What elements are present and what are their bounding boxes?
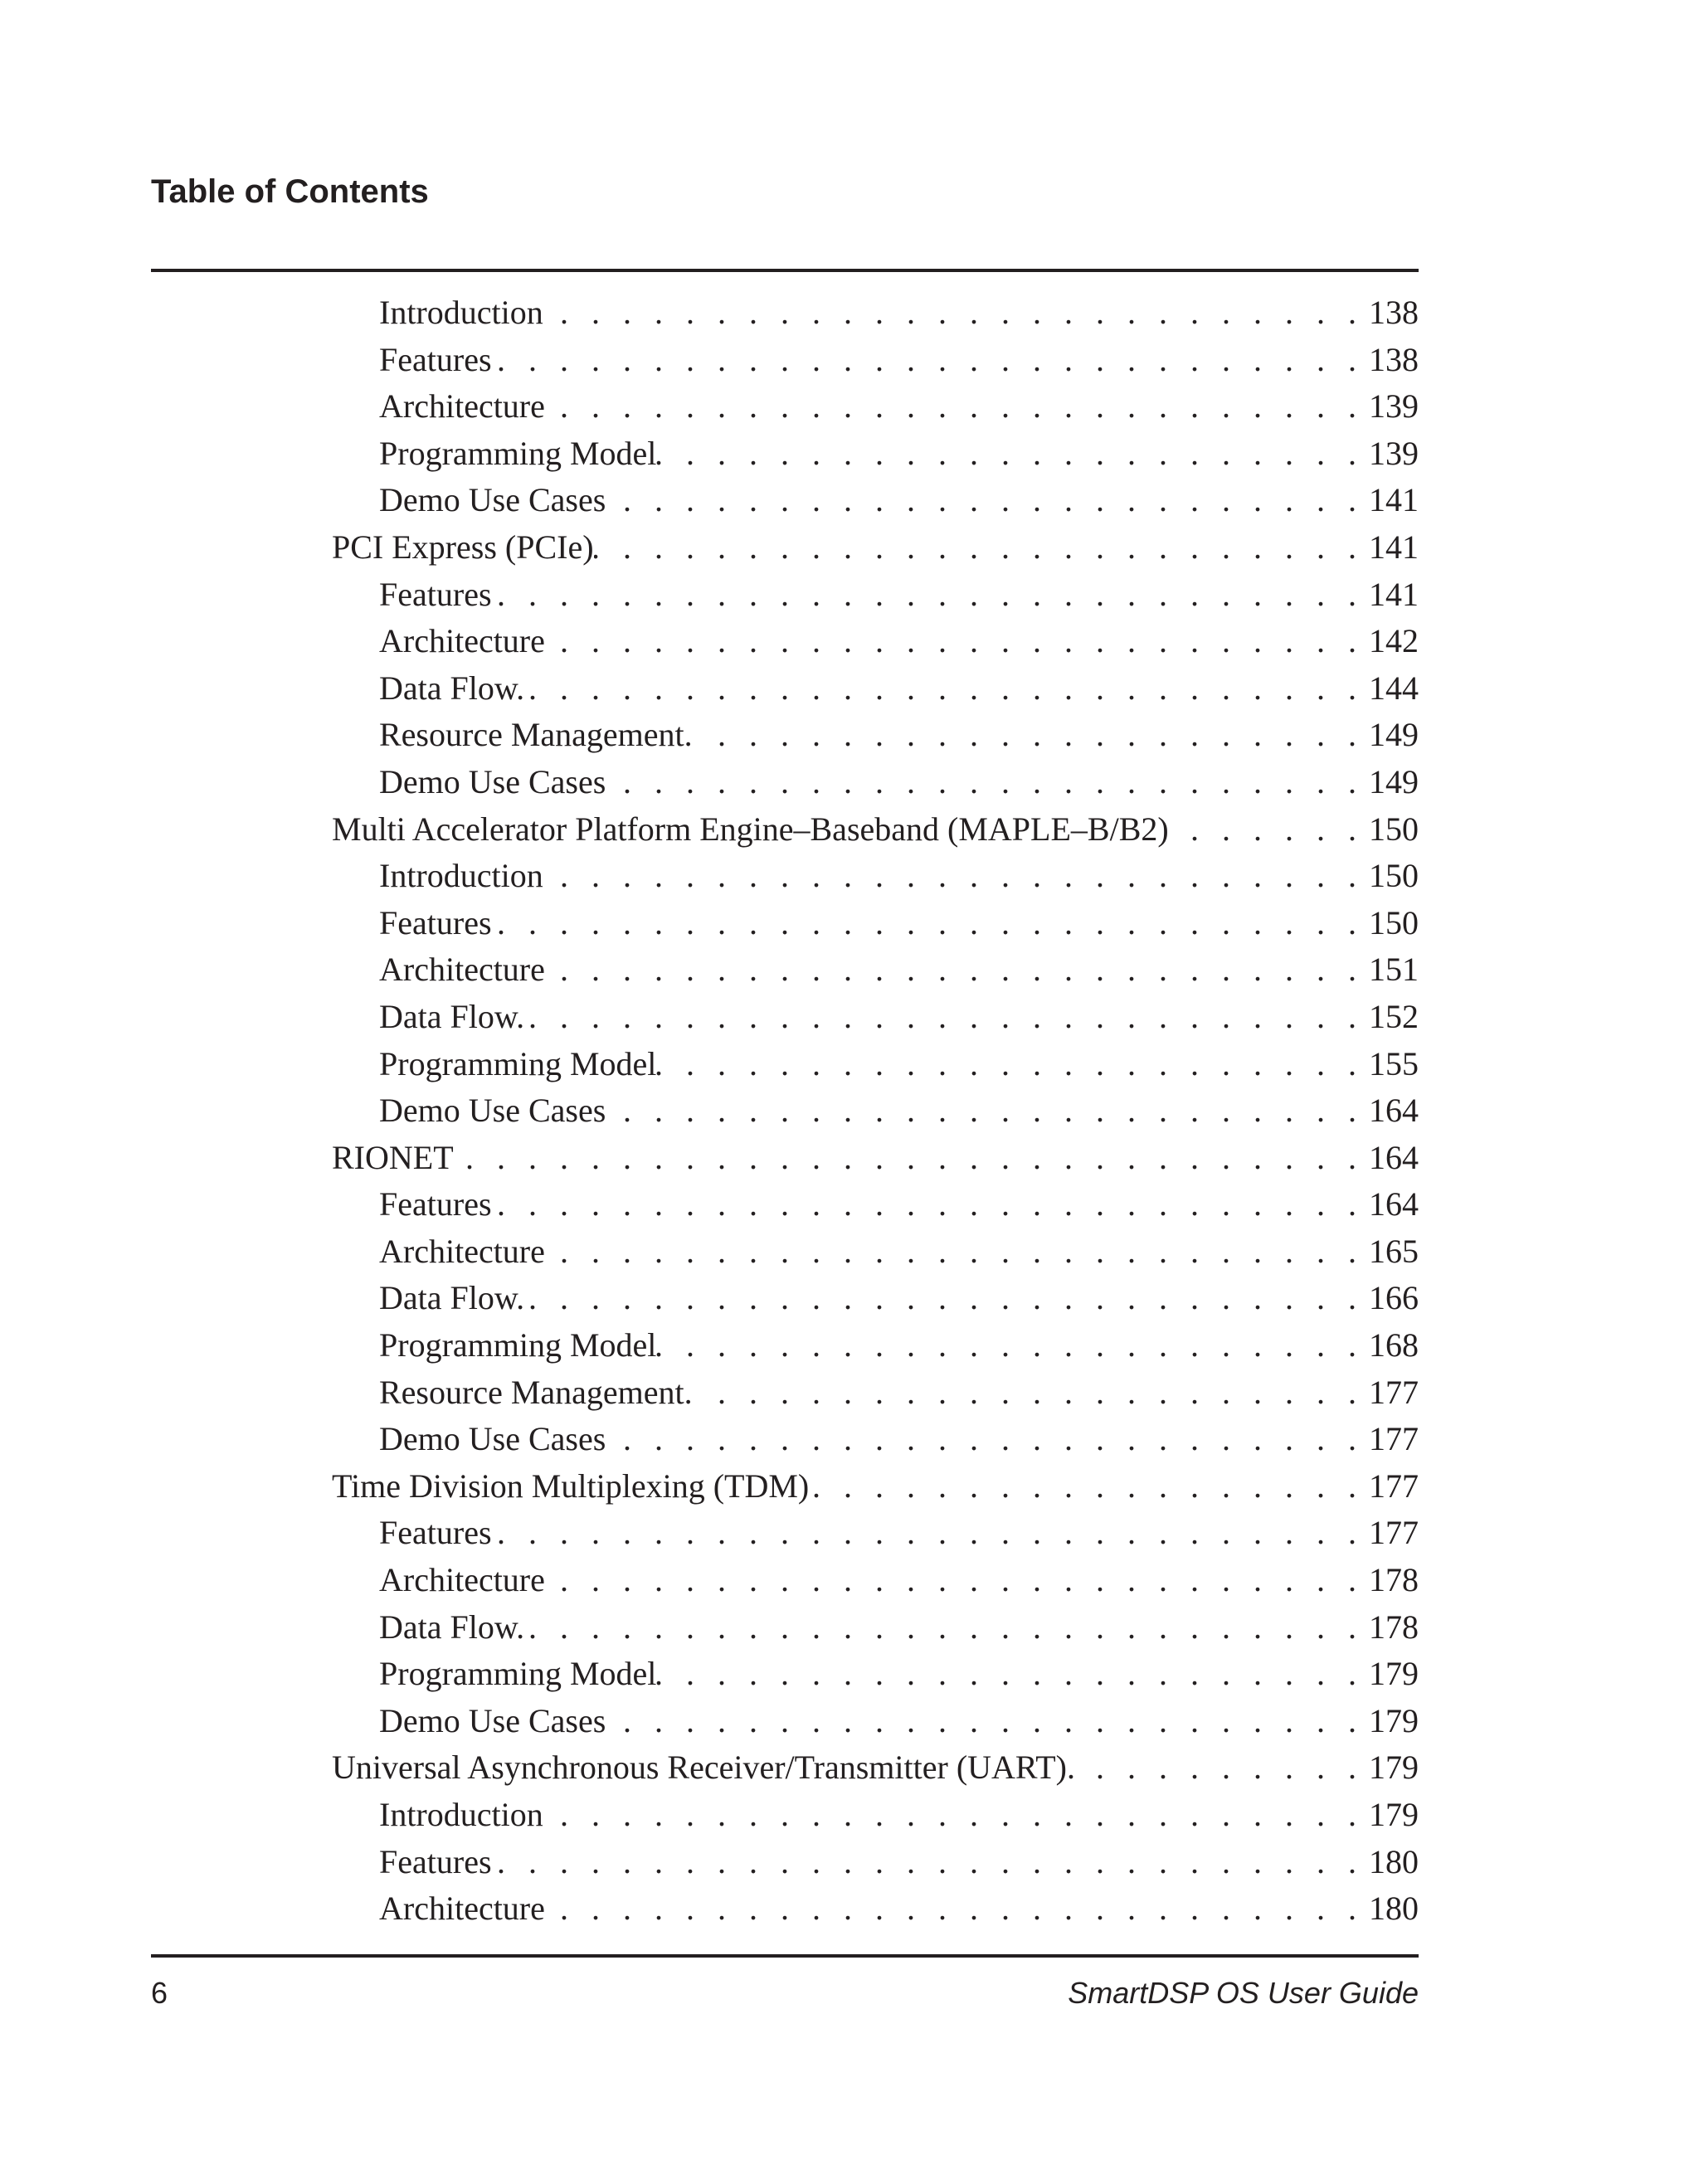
toc-entry-page-number: 150 [1369,857,1419,895]
toc-entry-page-number: 152 [1369,997,1419,1035]
dot-leader [492,1181,1369,1228]
toc-entry-title: Architecture [379,1561,545,1599]
dot-leader [492,1839,1369,1886]
dot-leader [545,1557,1369,1604]
toc-entry-page-number: 164 [1369,1185,1419,1223]
toc-entry-page-number: 139 [1369,434,1419,472]
dot-leader [606,1416,1369,1463]
toc-entry-page-number: 144 [1369,669,1419,707]
toc-subsection-entry[interactable] [0,1181,1699,1228]
toc-entry-title: Data Flow. [379,1608,525,1646]
toc-entry-page-number: 177 [1369,1420,1419,1458]
dot-leader [656,1322,1369,1369]
toc-entry-page-number: 177 [1369,1467,1419,1505]
toc-entry-title: Resource Management. [379,716,693,754]
toc-entry-title: Features [379,1185,492,1223]
toc-entry-title: Architecture [379,1890,545,1928]
toc-subsection-entry[interactable] [0,1604,1699,1651]
toc-entry-title: Universal Asynchronous Receiver/Transmitter (UART). [332,1749,1075,1787]
toc-entry-page-number: 142 [1369,622,1419,660]
toc-section-entry[interactable] [0,1744,1699,1792]
toc-entry-title: Features [379,903,492,941]
dot-leader [606,477,1369,524]
toc-entry-page-number: 180 [1369,1842,1419,1880]
dot-leader [606,1698,1369,1745]
dot-leader [524,994,1369,1041]
header-rule [151,269,1419,272]
toc-subsection-entry[interactable] [0,572,1699,619]
toc-entry-title: Introduction [379,857,543,895]
toc-entry-title: Architecture [379,951,545,989]
toc-entry-title: Features [379,1514,492,1552]
dot-leader [693,712,1369,759]
toc-entry-page-number: 177 [1369,1514,1419,1552]
toc-subsection-entry[interactable] [0,1885,1699,1933]
toc-subsection-entry[interactable] [0,1369,1699,1417]
dot-leader [492,337,1369,384]
toc-entry-title: PCI Express (PCIe) [332,528,594,566]
toc-subsection-entry[interactable] [0,618,1699,665]
dot-leader [492,900,1369,947]
toc-entry-title: Demo Use Cases [379,762,606,800]
toc-subsection-entry[interactable] [0,1416,1699,1463]
toc-entry-title: Demo Use Cases [379,481,606,519]
toc-entry-page-number: 150 [1369,810,1419,848]
toc-entry-title: Architecture [379,1232,545,1270]
dot-leader [606,1087,1369,1135]
dot-leader [492,572,1369,619]
toc-subsection-entry[interactable] [0,759,1699,806]
toc-entry-page-number: 177 [1369,1373,1419,1411]
toc-subsection-entry[interactable] [0,289,1699,337]
toc-subsection-entry[interactable] [0,1651,1699,1698]
toc-entry-page-number: 139 [1369,387,1419,426]
toc-entry-title: Demo Use Cases [379,1701,606,1739]
footer-document-title: SmartDSP OS User Guide [1068,1976,1419,2010]
toc-entry-page-number: 149 [1369,716,1419,754]
dot-leader [543,853,1369,900]
toc-entry-title: Features [379,340,492,378]
toc-section-entry[interactable] [0,1463,1699,1510]
toc-subsection-entry[interactable] [0,1275,1699,1322]
toc-subsection-entry[interactable] [0,383,1699,430]
toc-entry-page-number: 138 [1369,340,1419,378]
toc-section-entry[interactable] [0,524,1699,572]
toc-subsection-entry[interactable] [0,1839,1699,1886]
toc-entry-page-number: 141 [1369,481,1419,519]
dot-leader [545,1885,1369,1933]
toc-subsection-entry[interactable] [0,1087,1699,1135]
toc-entry-page-number: 164 [1369,1138,1419,1176]
toc-subsection-entry[interactable] [0,1228,1699,1276]
toc-entry-title: Data Flow. [379,1279,525,1317]
dot-leader [606,759,1369,806]
toc-subsection-entry[interactable] [0,712,1699,759]
toc-entry-page-number: 168 [1369,1326,1419,1364]
toc-entry-page-number: 165 [1369,1232,1419,1270]
toc-entry-page-number: 179 [1369,1749,1419,1787]
toc-entry-page-number: 138 [1369,294,1419,331]
footer-page-number: 6 [151,1976,168,2010]
toc-entry-page-number: 141 [1369,575,1419,613]
toc-entry-title: Features [379,575,492,613]
toc-subsection-entry[interactable] [0,337,1699,384]
toc-subsection-entry[interactable] [0,853,1699,900]
toc-entry-page-number: 141 [1369,528,1419,566]
toc-subsection-entry[interactable] [0,994,1699,1041]
toc-section-entry[interactable] [0,1135,1699,1182]
toc-entry-page-number: 149 [1369,762,1419,800]
dot-leader [543,1792,1369,1839]
dot-leader [524,1275,1369,1322]
toc-entry-title: Programming Model [379,434,657,472]
toc-entry-title: RIONET [332,1138,454,1176]
dot-leader [809,1463,1369,1510]
dot-leader [656,1041,1369,1088]
toc-subsection-entry[interactable] [0,1792,1699,1839]
toc-subsection-entry[interactable] [0,1557,1699,1604]
toc-entry-page-number: 151 [1369,951,1419,989]
toc-entry-title: Introduction [379,294,543,331]
toc-entry-page-number: 179 [1369,1796,1419,1833]
toc-subsection-entry[interactable] [0,1322,1699,1369]
toc-entry-title: Features [379,1842,492,1880]
dot-leader [524,1604,1369,1651]
dot-leader [543,289,1369,337]
toc-entry-title: Programming Model [379,1655,657,1693]
toc-entry-page-number: 166 [1369,1279,1419,1317]
toc-entry-page-number: 180 [1369,1890,1419,1928]
toc-entry-page-number: 178 [1369,1608,1419,1646]
toc-entry-title: Time Division Multiplexing (TDM) [332,1467,810,1505]
toc-subsection-entry[interactable] [0,900,1699,947]
toc-entry-page-number: 179 [1369,1701,1419,1739]
toc-list [0,289,1699,1933]
toc-subsection-entry[interactable] [0,1510,1699,1557]
toc-entry-page-number: 178 [1369,1561,1419,1599]
toc-entry-title: Programming Model [379,1044,657,1082]
dot-leader [545,383,1369,430]
toc-entry-page-number: 155 [1369,1044,1419,1082]
page-title: Table of Contents [151,173,429,210]
toc-entry-page-number: 179 [1369,1655,1419,1693]
dot-leader [656,430,1369,478]
dot-leader [545,618,1369,665]
dot-leader [524,665,1369,713]
dot-leader [545,946,1369,994]
toc-subsection-entry[interactable] [0,1041,1699,1088]
footer-rule [151,1954,1419,1958]
toc-entry-page-number: 150 [1369,903,1419,941]
toc-entry-title: Resource Management. [379,1373,693,1411]
toc-subsection-entry[interactable] [0,665,1699,713]
dot-leader [693,1369,1369,1417]
dot-leader [454,1135,1369,1182]
toc-entry-title: Programming Model [379,1326,657,1364]
toc-subsection-entry[interactable] [0,477,1699,524]
toc-entry-title: Demo Use Cases [379,1420,606,1458]
toc-entry-title: Demo Use Cases [379,1092,606,1130]
toc-entry-title: Multi Accelerator Platform Engine–Baseband (MAPLE–B/B2) [332,810,1169,848]
toc-entry-title: Data Flow. [379,997,525,1035]
dot-leader [545,1228,1369,1276]
toc-entry-title: Data Flow. [379,669,525,707]
toc-entry-title: Architecture [379,387,545,426]
toc-section-entry[interactable] [0,806,1699,854]
toc-subsection-entry[interactable] [0,946,1699,994]
toc-subsection-entry[interactable] [0,1698,1699,1745]
toc-entry-title: Introduction [379,1796,543,1833]
dot-leader [1169,806,1369,854]
toc-entry-title: Architecture [379,622,545,660]
toc-entry-page-number: 164 [1369,1092,1419,1130]
toc-subsection-entry[interactable] [0,430,1699,478]
dot-leader [492,1510,1369,1557]
dot-leader [1075,1744,1369,1792]
dot-leader [656,1651,1369,1698]
dot-leader [594,524,1369,572]
